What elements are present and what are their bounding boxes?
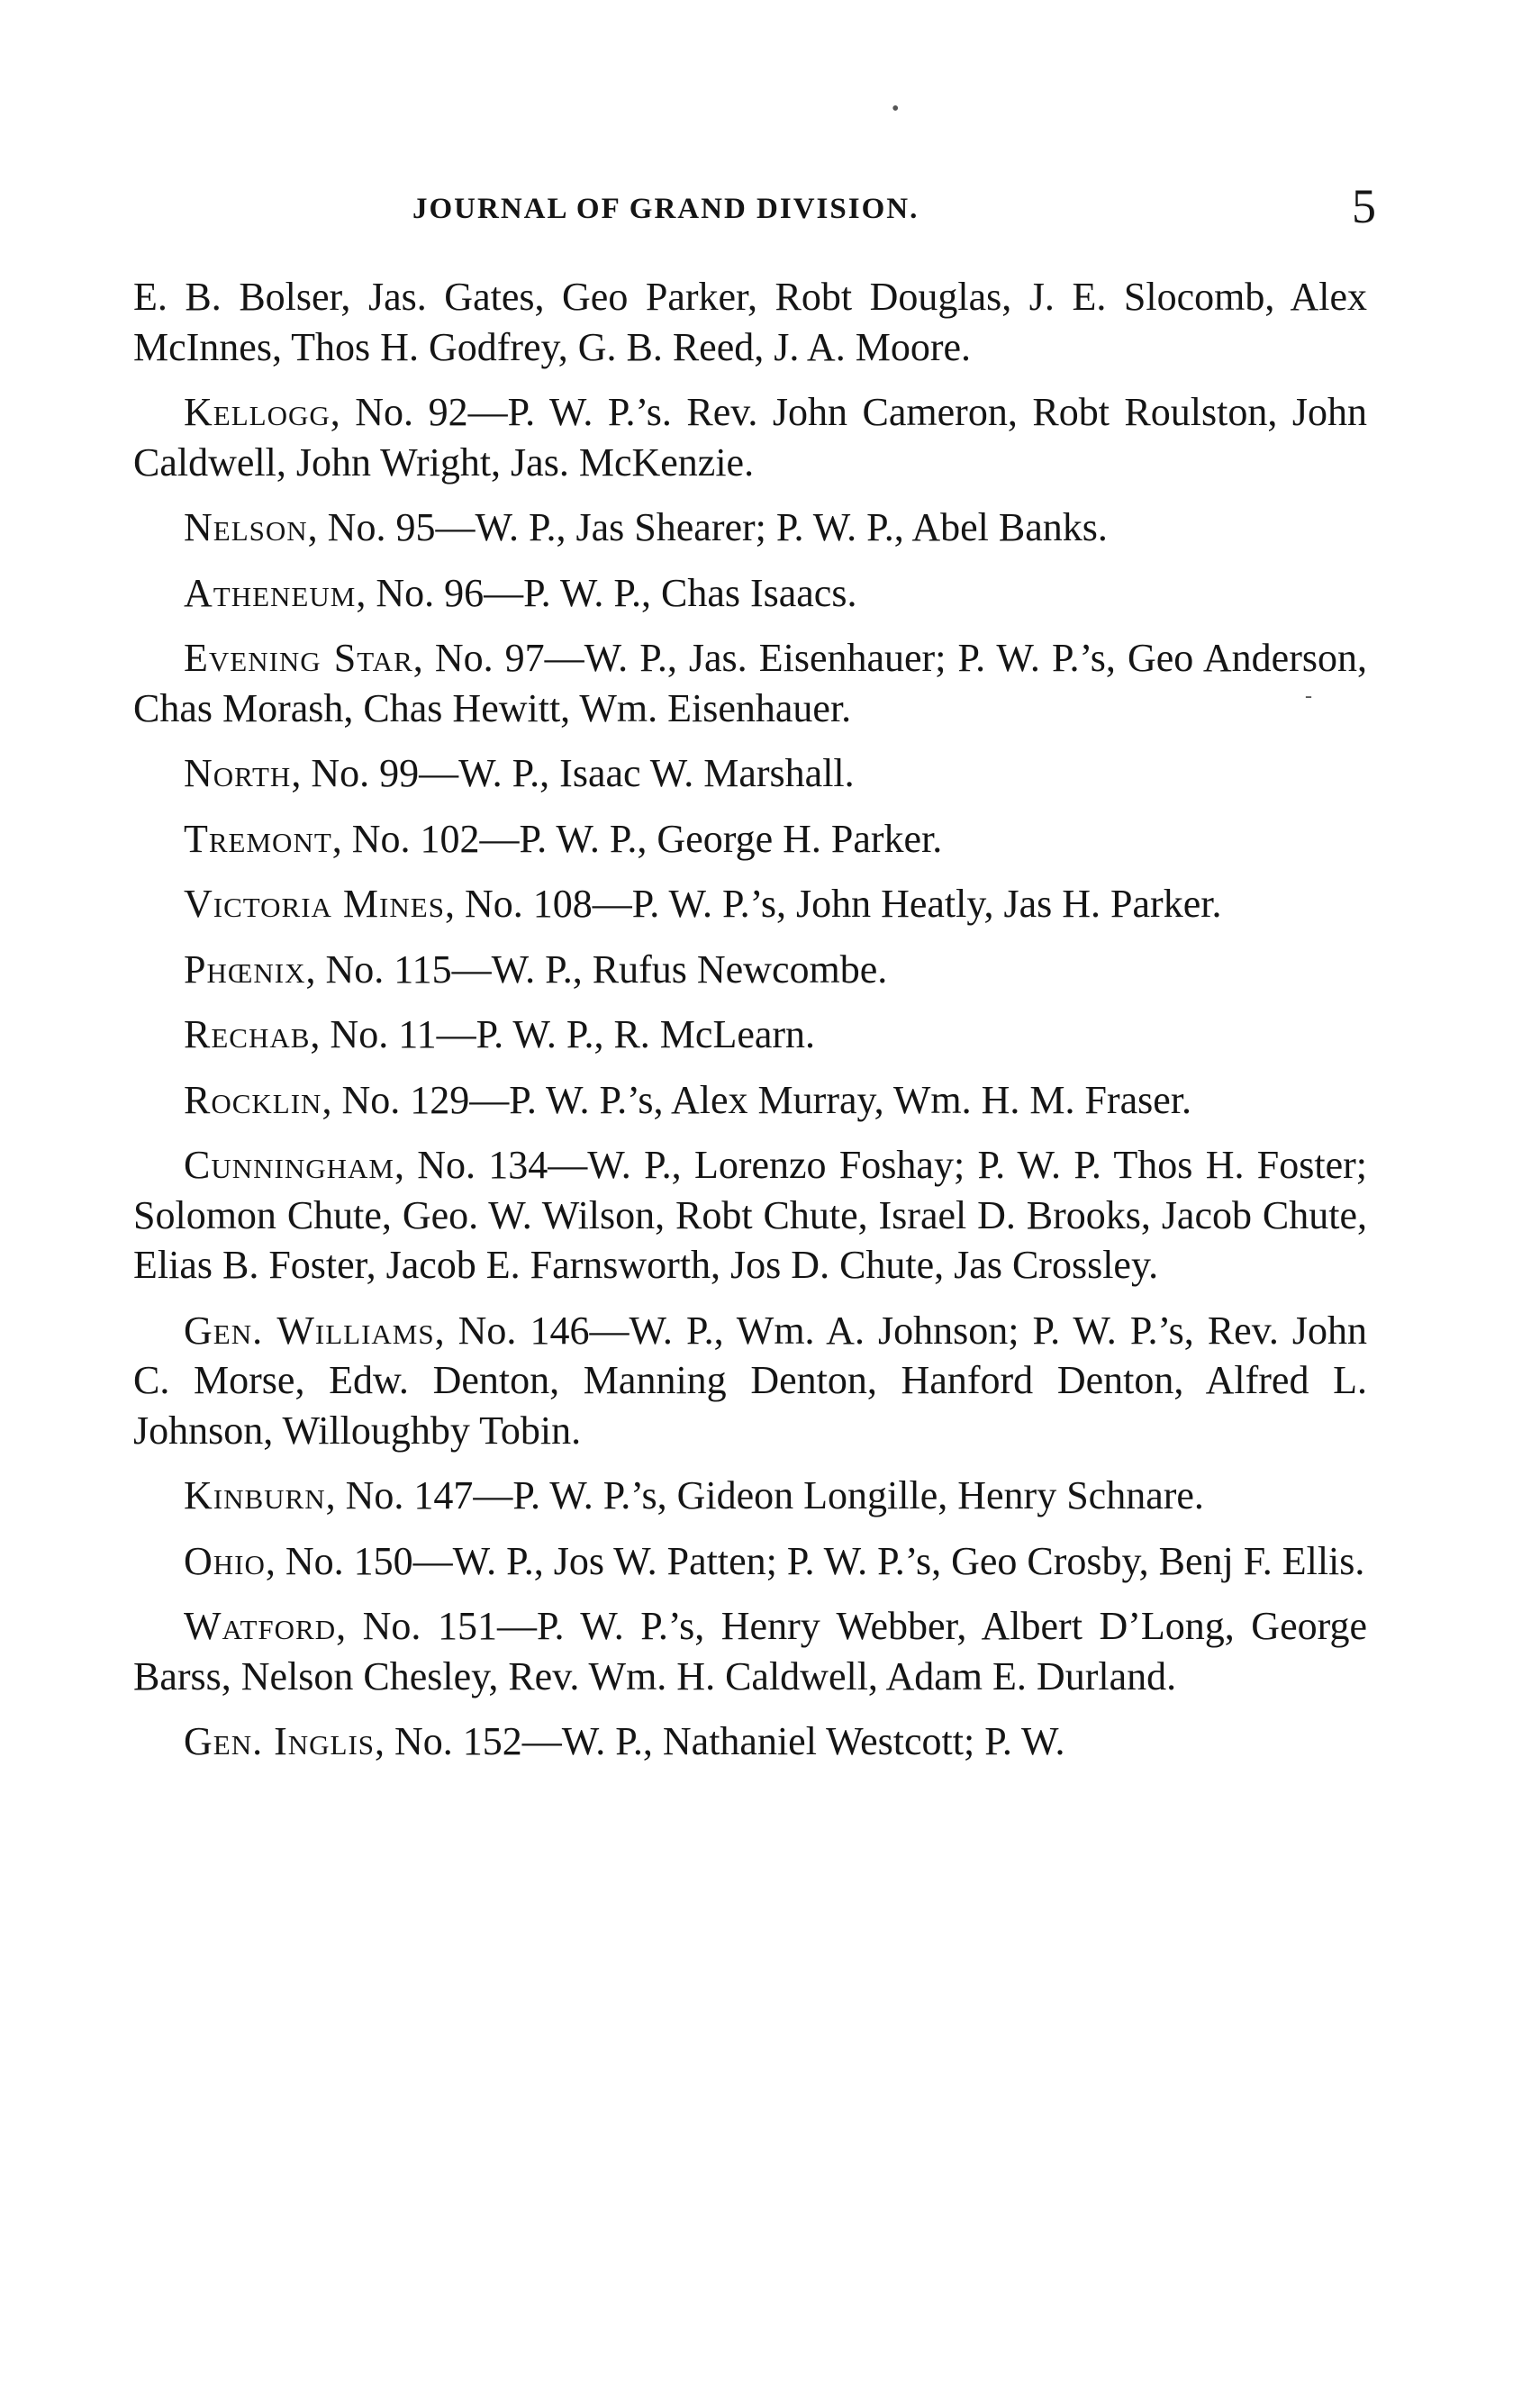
division-entry bbox=[133, 945, 1367, 995]
division-name: Tremont bbox=[184, 816, 332, 861]
division-details: , No. 115—W. P., Rufus Newcombe. bbox=[305, 946, 888, 992]
division-details: , No. 108—P. W. P.’s, John Heatly, Jas H. Parker. bbox=[444, 882, 1222, 926]
division-entry bbox=[133, 633, 1367, 733]
division-details: , No. 99—W. P., Isaac W. Marshall. bbox=[291, 751, 855, 795]
division-details: , No. 102—P. W. P., George H. Parker. bbox=[331, 816, 943, 861]
division-name: Watford bbox=[184, 1604, 337, 1648]
division-details: , No. 97—W. P., Jas. Eisenhauer; P. W. P.’s, Geo Anderson, Chas Morash, Chas Hewitt, Wm. Eisenhauer. bbox=[133, 636, 1367, 730]
division-details: , No. 152—W. P., Nathaniel Westcott; P. W. bbox=[375, 1719, 1065, 1763]
division-name: North bbox=[184, 751, 292, 795]
division-details: , No. 92—P. W. P.’s. Rev. John Cameron, Robt Roulston, John Caldwell, John Wright, Jas. McKenzie. bbox=[133, 390, 1367, 485]
division-entry bbox=[133, 1075, 1367, 1126]
division-entry bbox=[133, 1010, 1367, 1060]
division-name: Rechab bbox=[184, 1012, 311, 1056]
division-entry bbox=[133, 814, 1367, 865]
division-name: Ohio bbox=[184, 1538, 266, 1583]
division-name: Rocklin bbox=[184, 1077, 322, 1122]
division-entry bbox=[133, 879, 1367, 929]
division-entry bbox=[133, 503, 1367, 553]
division-details: , No. 151—P. W. P.’s, Henry Webber, Albert D’Long, George Barss, Nelson Chesley, Rev. Wm. H. Caldwell, Adam E. Durland. bbox=[133, 1604, 1367, 1698]
division-details: , No. 134—W. P., Lorenzo Foshay; P. W. P. Thos H. Foster; Solomon Chute, Geo. W. Wilson, Robt Chute, Israel D. Brooks, Jacob Chute, Elias B. Foster, Jacob E. Farnsworth, Jos D. Chute, Jas Crossley. bbox=[133, 1143, 1367, 1287]
print-speck: • bbox=[892, 97, 900, 121]
division-entry bbox=[133, 1306, 1367, 1456]
division-name: Victoria Mines bbox=[184, 882, 445, 926]
division-name: Gen. Williams bbox=[184, 1308, 435, 1353]
division-entry bbox=[133, 1716, 1367, 1767]
division-name: Nelson bbox=[184, 505, 308, 549]
division-entry bbox=[133, 1140, 1367, 1291]
print-speck: - bbox=[1305, 684, 1312, 708]
division-name: Gen. Inglis bbox=[184, 1719, 376, 1763]
division-name: Kellogg bbox=[184, 390, 331, 434]
division-details: , No. 146—W. P., Wm. A. Johnson; P. W. P.’s, Rev. John C. Morse, Edw. Denton, Manning Denton, Hanford Denton, Alfred L. Johnson, Willoughby Tobin. bbox=[133, 1308, 1368, 1453]
division-entry bbox=[133, 1536, 1367, 1587]
division-name: Atheneum bbox=[184, 570, 357, 615]
division-name: Kinburn bbox=[184, 1473, 326, 1517]
division-details: , No. 150—W. P., Jos W. Patten; P. W. P.’s, Geo Crosby, Benj F. Ellis. bbox=[265, 1538, 1365, 1583]
division-name: Evening Star bbox=[184, 636, 413, 680]
page-number: 5 bbox=[1352, 179, 1376, 233]
page-text bbox=[133, 272, 1367, 1782]
division-details: , No. 129—P. W. P.’s, Alex Murray, Wm. H. M. Fraser. bbox=[322, 1077, 1192, 1122]
division-details: , No. 147—P. W. P.’s, Gideon Longille, Henry Schnare. bbox=[325, 1473, 1204, 1517]
division-entry bbox=[133, 1601, 1367, 1701]
division-details: E. B. Bolser, Jas. Gates, Geo Parker, Robt Douglas, J. E. Slocomb, Alex McInnes, Thos H. Godfrey, G. B. Reed, J. A. Moore. bbox=[133, 275, 1367, 369]
division-entry bbox=[133, 1471, 1367, 1521]
page-header bbox=[133, 171, 1376, 234]
division-details: , No. 11—P. W. P., R. McLearn. bbox=[310, 1012, 816, 1056]
division-entry bbox=[133, 748, 1367, 799]
book-page bbox=[133, 171, 1376, 1763]
division-entry bbox=[133, 387, 1367, 487]
division-name: Cunningham bbox=[184, 1143, 394, 1187]
division-details: , No. 95—W. P., Jas Shearer; P. W. P., Abel Banks. bbox=[307, 505, 1108, 549]
division-details: , No. 96—P. W. P., Chas Isaacs. bbox=[356, 570, 857, 615]
division-entry bbox=[133, 568, 1367, 619]
division-entry bbox=[133, 272, 1367, 372]
division-name: Phœnix bbox=[184, 946, 306, 992]
running-title: JOURNAL OF GRAND DIVISION. bbox=[412, 193, 919, 225]
